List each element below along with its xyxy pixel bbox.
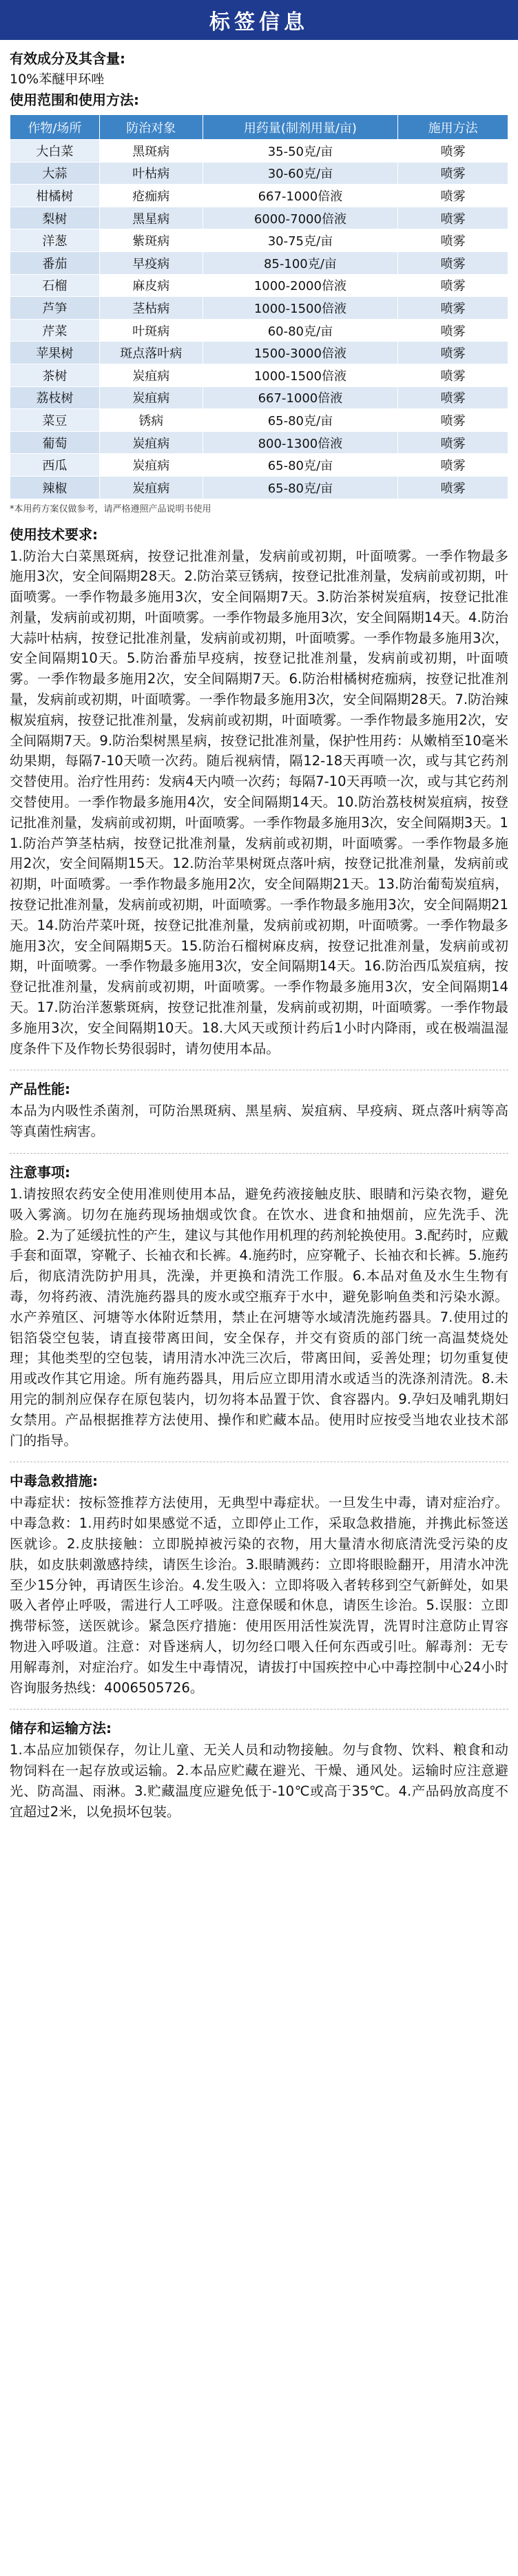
cell-crop: 洋葱	[10, 229, 100, 252]
cell-crop: 梨树	[10, 207, 100, 229]
cell-method: 喷雾	[398, 454, 508, 477]
cell-method: 喷雾	[398, 319, 508, 342]
cell-target: 锈病	[99, 409, 203, 432]
cell-crop: 大白菜	[10, 140, 100, 163]
usage-footnote: *本用药方案仅做参考，请严格遵照产品说明书使用	[10, 503, 211, 515]
cell-crop: 苹果树	[10, 342, 100, 364]
usage-table-header-row	[10, 115, 508, 140]
table-row	[10, 207, 508, 229]
cell-target: 茎枯病	[99, 297, 203, 320]
cell-target: 炭疽病	[99, 364, 203, 386]
cell-target: 斑点落叶病	[99, 342, 203, 364]
table-row	[10, 274, 508, 297]
cell-target: 黑斑病	[99, 140, 203, 163]
cell-crop: 番茄	[10, 251, 100, 274]
section-divider	[10, 1153, 508, 1154]
table-row	[10, 364, 508, 386]
cell-crop: 荔枝树	[10, 386, 100, 409]
cell-dosage: 35-50克/亩	[203, 140, 398, 163]
cell-target: 早疫病	[99, 251, 203, 274]
cell-dosage: 800-1300倍液	[203, 431, 398, 454]
cell-dosage: 1000-2000倍液	[203, 274, 398, 297]
cell-dosage: 85-100克/亩	[203, 251, 398, 274]
usage-heading: 使用范围和使用方法:	[10, 92, 139, 108]
section-divider	[10, 1709, 508, 1710]
cell-dosage: 1000-1500倍液	[203, 297, 398, 320]
cell-dosage: 65-80克/亩	[203, 409, 398, 432]
table-row	[10, 476, 508, 499]
cell-dosage: 60-80克/亩	[203, 319, 398, 342]
cell-method: 喷雾	[398, 342, 508, 364]
usage-table-body	[10, 140, 508, 499]
label-content	[0, 40, 518, 1822]
table-row	[10, 229, 508, 252]
ingredient-value: 10%苯醚甲环唑	[10, 72, 105, 87]
cell-crop: 石榴	[10, 274, 100, 297]
cell-method: 喷雾	[398, 476, 508, 499]
cell-dosage: 1000-1500倍液	[203, 364, 398, 386]
column-header-dosage: 用药量(制剂用量/亩)	[203, 115, 398, 140]
cell-target: 炭疽病	[99, 386, 203, 409]
table-row	[10, 342, 508, 364]
technique-text: 1.防治大白菜黑斑病，按登记批准剂量，发病前或初期，叶面喷雾。一季作物最多施用3次，安全间隔期28天。2.防治菜豆锈病，按登记批准剂量，发病前或初期，叶面喷雾。一季作物最多施用3次，安全间隔期7天。3.防治茶树炭疽病，按登记批准剂量，发病前或初期，叶面喷雾。一季作物最多施用3次，安全间隔期14天。4.防治大蒜叶枯病，按登记批准剂量，发病前或初期，叶面喷雾。一季作物最多施用3次，安全间隔期10天。5.防治番茄早疫病，按登记批准剂量，发病前或初期，叶面喷雾。一季作物最多施用2次，安全间隔期7天。6.防治柑橘树疮痂病，按登记批准剂量，发病前或初期，叶面喷雾。一季作物最多施用3次，安全间隔期28天。7.防治辣椒炭疽病，按登记批准剂量，发病前或初期，叶面喷雾。一季作物最多施用2次，安全间隔期7天。9.防治梨树黑星病，按登记批准剂量，保护性用药：从嫩梢至10毫米幼果期，每隔7-10天喷一次药。随后视病情，隔12-18天再喷一次，或与其它药剂交替使用。治疗性用药：发病4天内喷一次药；每隔7-10天再喷一次，或与其它药剂交替使用。一季作物最多施用4次，安全间隔期14天。10.防治荔枝树炭疽病，按登记批准剂量，发病前或初期，叶面喷雾。一季作物最多施用3次，安全间隔期3天。11.防治芦笋茎枯病，按登记批准剂量，发病前或初期，叶面喷雾。一季作物最多施用2次，安全间隔期15天。12.防治苹果树斑点落叶病，按登记批准剂量，发病前或初期，叶面喷雾。一季作物最多施用2次，安全间隔期21天。13.防治葡萄炭疽病，按登记批准剂量，发病前或初期，叶面喷雾。一季作物最多施用3次，安全间隔期21天。14.防治芹菜叶斑，按登记批准剂量，发病前或初期，叶面喷雾。一季作物最多施用3次，安全间隔期5天。15.防治石榴树麻皮病，按登记批准剂量，发病前或初期，叶面喷雾。一季作物最多施用3次，安全间隔期14天。16.防治西瓜炭疽病，按登记批准剂量，发病前或初期，叶面喷雾。一季作物最多施用3次，安全间隔期14天。17.防治洋葱紫斑病，按登记批准剂量，发病前或初期，叶面喷雾。一季作物最多施用3次，安全间隔期10天。18.大风天或预计药后1小时内降雨，或在极端温湿度条件下及作物长势很弱时，请勿使用本品。	[10, 548, 508, 1057]
table-row	[10, 431, 508, 454]
cell-crop: 芦笋	[10, 297, 100, 320]
storage-text: 1.本品应加锁保存，勿让儿童、无关人员和动物接触。勿与食物、饮料、粮食和动物饲料在一起存放或运输。2.本品应贮藏在避光、干燥、通风处。运输时应注意避光、防高温、雨淋。3.贮藏温度应避免低于-10℃或高于35℃。4.产品码放高度不宜超过2米，以免损坏包装。	[10, 1742, 508, 1820]
cell-method: 喷雾	[398, 297, 508, 320]
cell-crop: 辣椒	[10, 476, 100, 499]
cell-method: 喷雾	[398, 185, 508, 207]
cell-method: 喷雾	[398, 162, 508, 185]
cell-target: 黑星病	[99, 207, 203, 229]
cell-crop: 菜豆	[10, 409, 100, 432]
cell-target: 炭疽病	[99, 431, 203, 454]
cell-dosage: 667-1000倍液	[203, 386, 398, 409]
column-header-crop: 作物/场所	[10, 115, 100, 140]
table-row	[10, 251, 508, 274]
cell-crop: 大蒜	[10, 162, 100, 185]
cell-crop: 西瓜	[10, 454, 100, 477]
cell-crop: 柑橘树	[10, 185, 100, 207]
table-row	[10, 319, 508, 342]
cell-method: 喷雾	[398, 386, 508, 409]
table-row	[10, 297, 508, 320]
cell-dosage: 30-75克/亩	[203, 229, 398, 252]
poisoning-heading: 中毒急救措施:	[10, 1473, 98, 1490]
cell-dosage: 1500-3000倍液	[203, 342, 398, 364]
cell-method: 喷雾	[398, 251, 508, 274]
cell-method: 喷雾	[398, 364, 508, 386]
cell-dosage: 667-1000倍液	[203, 185, 398, 207]
cell-target: 炭疽病	[99, 454, 203, 477]
cell-dosage: 6000-7000倍液	[203, 207, 398, 229]
cell-method: 喷雾	[398, 140, 508, 163]
storage-heading: 储存和运输方法:	[10, 1720, 112, 1737]
cell-target: 疮痂病	[99, 185, 203, 207]
precautions-text: 1.请按照农药安全使用准则使用本品，避免药液接触皮肤、眼睛和污染衣物，避免吸入雾滴。切勿在施药现场抽烟或饮食。在饮水、进食和抽烟前，应先洗手、洗脸。2.为了延缓抗性的产生，建议与其他作用机理的药剂轮换使用。3.配药时，应戴手套和面罩，穿靴子、长袖衣和长裤。4.施药时，应穿靴子、长袖衣和长裤。5.施药后，彻底清洗防护用具，洗澡，并更换和清洗工作服。6.本品对鱼及水生生物有毒，勿将药液、清洗施药器具的废水或空瓶弃于水中，避免影响鱼类和污染水源。水产养殖区、河塘等水体附近禁用，禁止在河塘等水域清洗施药器具。7.使用过的铝箔袋空包装，请直接带离田间，安全保存，并交有资质的部门统一高温焚烧处理；其他类型的空包装，请用清水冲洗三次后，带离田间，妥善处理；切勿重复使用或改作其它用途。所有施药器具，用后应立即用清水或适当的洗涤剂清洗。8.未用完的制剂应保存在原包装内，切勿将本品置于饮、食容器内。9.孕妇及哺乳期妇女禁用。产品根据推荐方法使用、操作和贮藏本品。使用时应按受当地农业技术部门的指导。	[10, 1186, 508, 1448]
cell-dosage: 65-80克/亩	[203, 454, 398, 477]
cell-target: 叶枯病	[99, 162, 203, 185]
header-band	[0, 0, 518, 40]
cell-method: 喷雾	[398, 207, 508, 229]
cell-target: 叶斑病	[99, 319, 203, 342]
cell-dosage: 30-60克/亩	[203, 162, 398, 185]
cell-method: 喷雾	[398, 409, 508, 432]
column-header-method: 施用方法	[398, 115, 508, 140]
ingredient-heading: 有效成分及其含量:	[10, 50, 125, 67]
cell-crop: 茶树	[10, 364, 100, 386]
precautions-heading: 注意事项:	[10, 1164, 70, 1181]
cell-method: 喷雾	[398, 431, 508, 454]
cell-target: 紫斑病	[99, 229, 203, 252]
performance-text: 本品为内吸性杀菌剂，可防治黑斑病、黑星病、炭疽病、早疫病、斑点落叶病等高等真菌性病害。	[10, 1103, 508, 1140]
table-row	[10, 386, 508, 409]
cell-method: 喷雾	[398, 274, 508, 297]
cell-target: 炭疽病	[99, 476, 203, 499]
technique-heading: 使用技术要求:	[10, 526, 98, 543]
poisoning-text: 中毒症状：按标签推荐方法使用，无典型中毒症状。一旦发生中毒，请对症治疗。中毒急救：1.用药时如果感觉不适，立即停止工作，采取急救措施，并携此标签送医就诊。2.皮肤接触：立即脱掉被污染的衣物，用大量清水彻底清洗受污染的皮肤，如皮肤刺激感持续，请医生诊治。3.眼睛溅药：立即将眼睑翻开，用清水冲洗至少15分钟，再请医生诊治。4.发生吸入：立即将吸入者转移到空气新鲜处，如果吸入者停止呼吸，需进行人工呼吸。注意保暖和休息，请医生诊治。5.误服：立即携带标签，送医就诊。紧急医疗措施：使用医用活性炭洗胃，洗胃时注意防止胃容物进入呼吸道。注意：对昏迷病人，切勿经口喂入任何东西或引吐。解毒剂：无专用解毒剂，对症治疗。如发生中毒情况，请拔打中国疾控中心中毒控制中心24小时咨询服务热线：4006505726。	[10, 1495, 508, 1696]
cell-dosage: 65-80克/亩	[203, 476, 398, 499]
cell-crop: 芹菜	[10, 319, 100, 342]
performance-heading: 产品性能:	[10, 1081, 70, 1098]
table-row	[10, 409, 508, 432]
cell-crop: 葡萄	[10, 431, 100, 454]
column-header-target: 防治对象	[99, 115, 203, 140]
cell-target: 麻皮病	[99, 274, 203, 297]
page-title: 标签信息	[209, 10, 309, 34]
table-row	[10, 454, 508, 477]
table-row	[10, 140, 508, 163]
table-row	[10, 162, 508, 185]
table-row	[10, 185, 508, 207]
usage-table	[10, 114, 508, 499]
cell-method: 喷雾	[398, 229, 508, 252]
